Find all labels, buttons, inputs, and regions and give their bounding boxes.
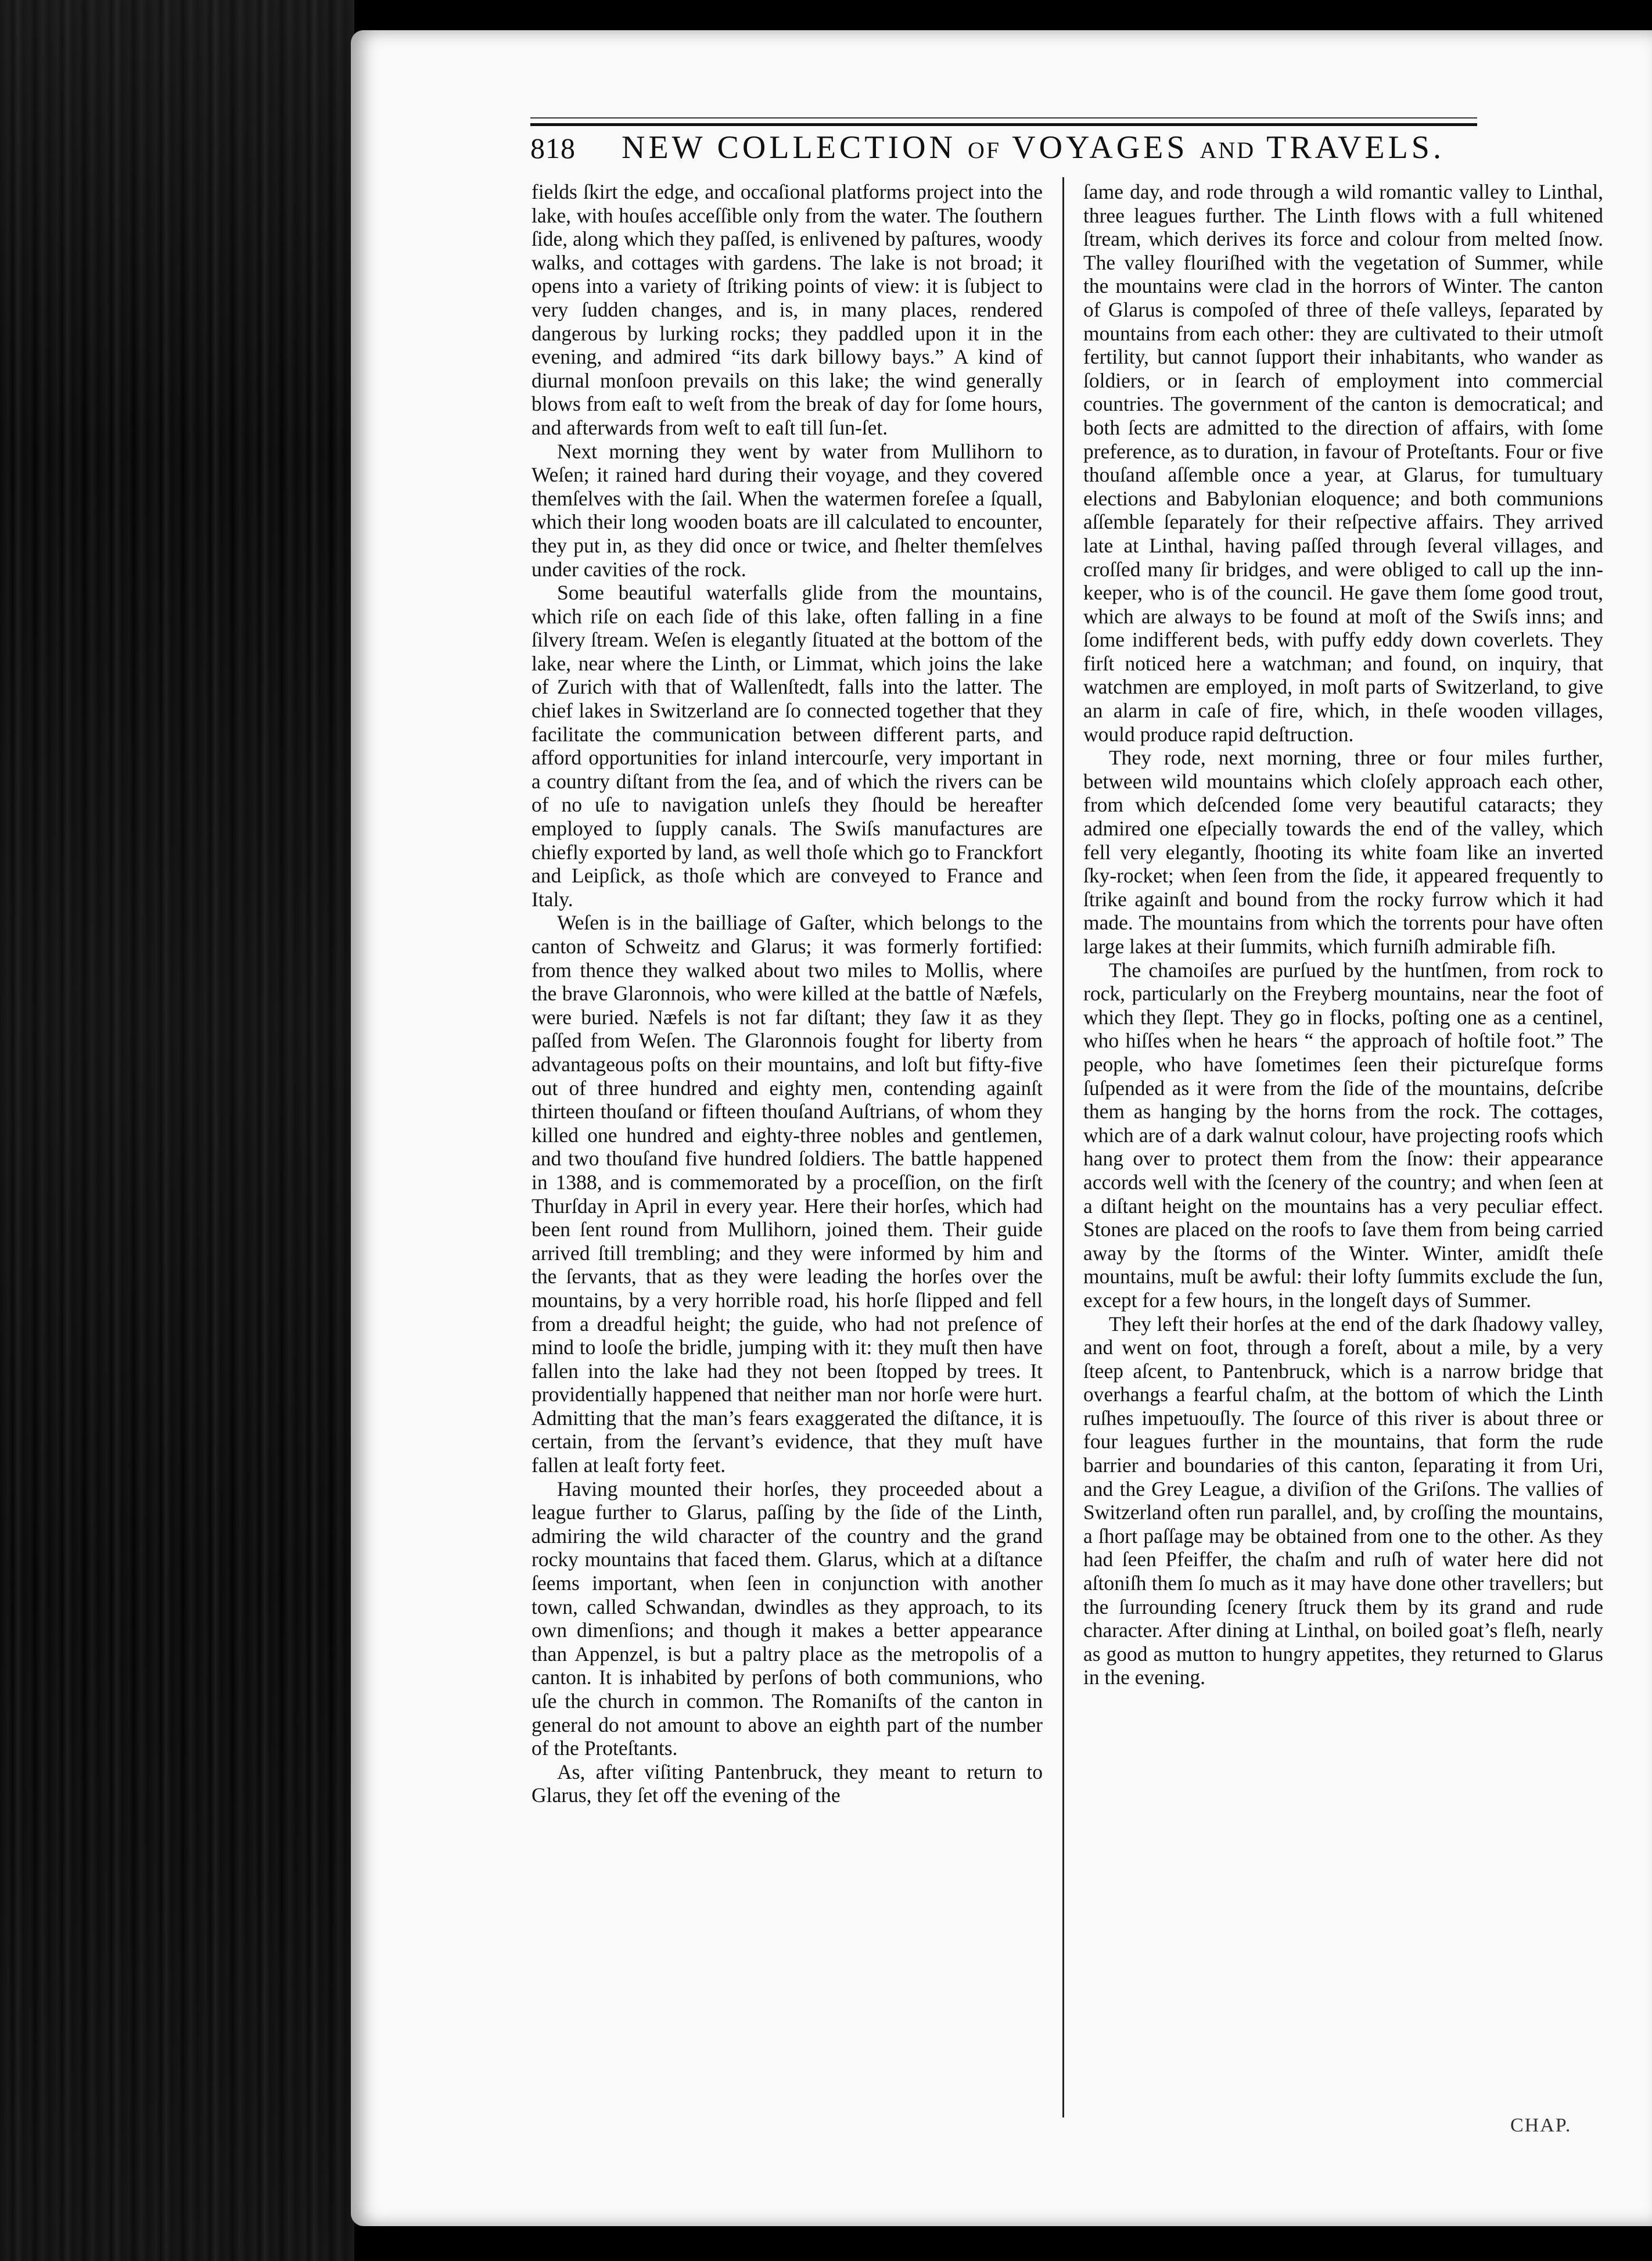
book-spine-binding	[0, 0, 354, 2261]
paragraph: fields ſkirt the edge, and occaſional platforms project into the lake, with houſes acceſſible only from the water. The ſouthern ſide, along which they paſſed, is enlivened by paſtures, woody walks, and cottages with gardens. The lake is not broad; it opens into a variety of ſtriking points of view: it is ſubject to very ſudden changes, and is, in many places, rendered dangerous by lurking rocks; they paddled upon it in the evening, and admired “its dark billowy bays.” A kind of diurnal monſoon prevails on this lake; the wind generally blows from eaſt to weſt from the break of day for ſome hours, and afterwards from weſt to eaſt till ſun-ſet.	[531, 180, 1043, 439]
paragraph: ſame day, and rode through a wild romantic valley to Linthal, three leagues further. The Linth flows with a full whitened ſtream, which derives its force and colour from melted ſnow. The valley flouriſhed with the vegetation of Summer, while the mountains were clad in the horrors of Winter. The canton of Glarus is compoſed of three of theſe valleys, ſeparated by mountains from each other: they are cultivated to their utmoſt fertility, but cannot ſupport their inhabitants, who wander as ſoldiers, or in ſearch of employment into commercial countries. The government of the canton is democratical; and both ſects are admitted to the direction of affairs, with ſome preference, as to duration, in favour of Proteſtants. Four or five thouſand aſſemble once a year, at Glarus, for tumultuary elections and Babylonian eloquence; and both communions aſſemble ſeparately for their reſpective affairs. They arrived late at Linthal, having paſſed through ſeveral villages, and croſſed many ſir bridges, and were obliged to call up the inn-keeper, who is of the council. He gave them ſome good trout, which are always to be found at moſt of the Swiſs inns; and ſome indifferent beds, with puffy eddy down coverlets. They firſt noticed here a watchman; and found, on inquiry, that watchmen are employed, in moſt parts of Switzerland, to give an alarm in caſe of fire, which, in theſe wooden villages, would produce rapid deſtruction.	[1083, 180, 1603, 746]
running-head-part: VOYAGES	[1012, 130, 1188, 166]
header-rule-thin	[530, 117, 1477, 119]
running-head-part: TRAVELS.	[1266, 130, 1445, 166]
paragraph: As, after viſiting Pantenbruck, they meant to return to Glarus, they ſet off the evening of the	[531, 1760, 1043, 1807]
paragraph: Weſen is in the bailliage of Gaſter, which belongs to the canton of Schweitz and Glarus; it was formerly fortified: from thence they walked about two miles to Mollis, where the brave Glaronnois, who were killed at the battle of Næfels, were buried. Næfels is not far diſtant; they ſaw it as they paſſed from Weſen. The Glaronnois fought for liberty from advantageous poſts on their mountains, and loſt but fifty-five out of three hundred and eighty men, contending againſt thirteen thouſand or fifteen thouſand Auſtrians, of whom they killed one hundred and eighty-three nobles and gentlemen, and two thouſand five hundred ſoldiers. The battle happened in 1388, and is commemorated by a proceſſion, on the firſt Thurſday in April in every year. Here their horſes, which had been ſent round from Mullihorn, joined them. Their guide arrived ſtill trembling; and they were informed by him and the ſervants, that as they were leading the horſes over the mountains, by a very horrible road, his horſe ſlipped and fell from a dreadful height; the guide, who had not preſence of mind to looſe the bridle, jumping with it: they muſt then have fallen into the lake had they not been ſtopped by trees. It providentially happened that neither man nor horſe were hurt. Admitting that the man’s fears exaggerated the diſtance, it is certain, from the ſervant’s evidence, that they muſt have fallen at leaſt forty feet.	[531, 911, 1043, 1477]
running-head	[622, 129, 1481, 166]
running-head-part: AND	[1200, 137, 1256, 163]
paragraph: Having mounted their horſes, they proceeded about a league further to Glarus, paſſing by the ſide of the Linth, admiring the wild character of the country and the grand rocky mountains that faced them. Glarus, which at a diſtance ſeems important, when ſeen in conjunction with another town, called Schwandan, dwindles as they approach, to its own dimenſions; and though it makes a better appearance than Appenzel, is but a paltry place as the metropolis of a canton. It is inhabited by perſons of both communions, who uſe the church in common. The Romaniſts of the canton in general do not amount to above an eighth part of the number of the Proteſtants.	[531, 1477, 1043, 1760]
paragraph: Some beautiful waterfalls glide from the mountains, which riſe on each ſide of this lake, often falling in a fine ſilvery ſtream. Weſen is elegantly ſituated at the bottom of the lake, near where the Linth, or Limmat, which joins the lake of Zurich with that of Wallenſtedt, falls into the latter. The chief lakes in Switzerland are ſo connected together that they facilitate the communication between different parts, and afford opportunities for inland intercourſe, very important in a country diſtant from the ſea, and of which the rivers can be of no uſe to navigation unleſs they ſhould be hereafter employed to ſupply canals. The Swiſs manufactures are chiefly exported by land, as well thoſe which go to Franckfort and Leipſick, as thoſe which are conveyed to France and Italy.	[531, 581, 1043, 911]
left-text-column	[531, 180, 1043, 1807]
paragraph: They left their horſes at the end of the dark ſhadowy valley, and went on foot, through a foreſt, about a mile, by a very ſteep aſcent, to Pantenbruck, which is a narrow bridge that overhangs a fearful chaſm, at the bottom of which the Linth ruſhes impetuouſly. The ſource of this river is about three or four leagues further in the mountains, that form the rude barrier and boundaries of this canton, ſeparating it from Uri, and the Grey League, a diviſion of the Griſons. The vallies of Switzerland often run parallel, and, by croſſing the mountains, a ſhort paſſage may be obtained from one to the other. As they had ſeen Pfeiffer, the chaſm and ruſh of water here did not aſtoniſh them ſo much as it may have done other travellers; but the ſurrounding ſcenery ſtruck them by its grand and rude character. After dining at Linthal, on boiled goat’s fleſh, nearly as good as mutton to hungry appetites, they returned to Glarus in the evening.	[1083, 1312, 1603, 1689]
paragraph: The chamoiſes are purſued by the huntſmen, from rock to rock, particularly on the Freyberg mountains, near the foot of which they ſlept. They go in flocks, poſting one as a centinel, who hiſſes when he hears “ the approach of hoſtile foot.” The people, who have ſometimes ſeen their pictureſque forms ſuſpended as it were from the ſide of the mountains, deſcribe them as hanging by the horns from the rock. The cottages, which are of a dark walnut colour, have projecting roofs which hang over to protect them from the ſnow: their appearance accords well with the ſcenery of the country; and when ſeen at a diſtant height on the mountains has a very peculiar effect. Stones are placed on the roofs to ſave them from being carried away by the ſtorms of the Winter. Winter, amidſt theſe mountains, muſt be awful: their lofty ſummits exclude the ſun, except for a few hours, in the longeſt days of Summer.	[1083, 958, 1603, 1312]
paragraph: They rode, next morning, three or four miles further, between wild mountains which cloſely approach each other, from which deſcended ſome very beautiful cataracts; they admired one eſpecially towards the end of the valley, which fell very elegantly, ſhooting its white foam like an inverted ſky-rocket; when ſeen from the ſide, it appeared frequently to ſtrike againſt and bound from the rocky furrow which it had made. The mountains from which the torrents pour have often large lakes at their ſummits, which furniſh admirable fiſh.	[1083, 746, 1603, 958]
paragraph: Next morning they went by water from Mullihorn to Weſen; it rained hard during their voyage, and they covered themſelves with the ſail. When the watermen foreſee a ſquall, which their long wooden boats are ill calculated to encounter, they put in, as they did once or twice, and ſhelter themſelves under cavities of the rock.	[531, 439, 1043, 581]
right-text-column	[1083, 180, 1603, 1689]
running-head-part: NEW COLLECTION	[622, 130, 956, 166]
page-number: 818	[530, 132, 576, 164]
catchword: CHAP.	[1510, 2115, 1572, 2136]
column-divider	[1062, 177, 1064, 2118]
header-rule	[530, 123, 1477, 126]
running-head-part: OF	[968, 137, 1001, 163]
